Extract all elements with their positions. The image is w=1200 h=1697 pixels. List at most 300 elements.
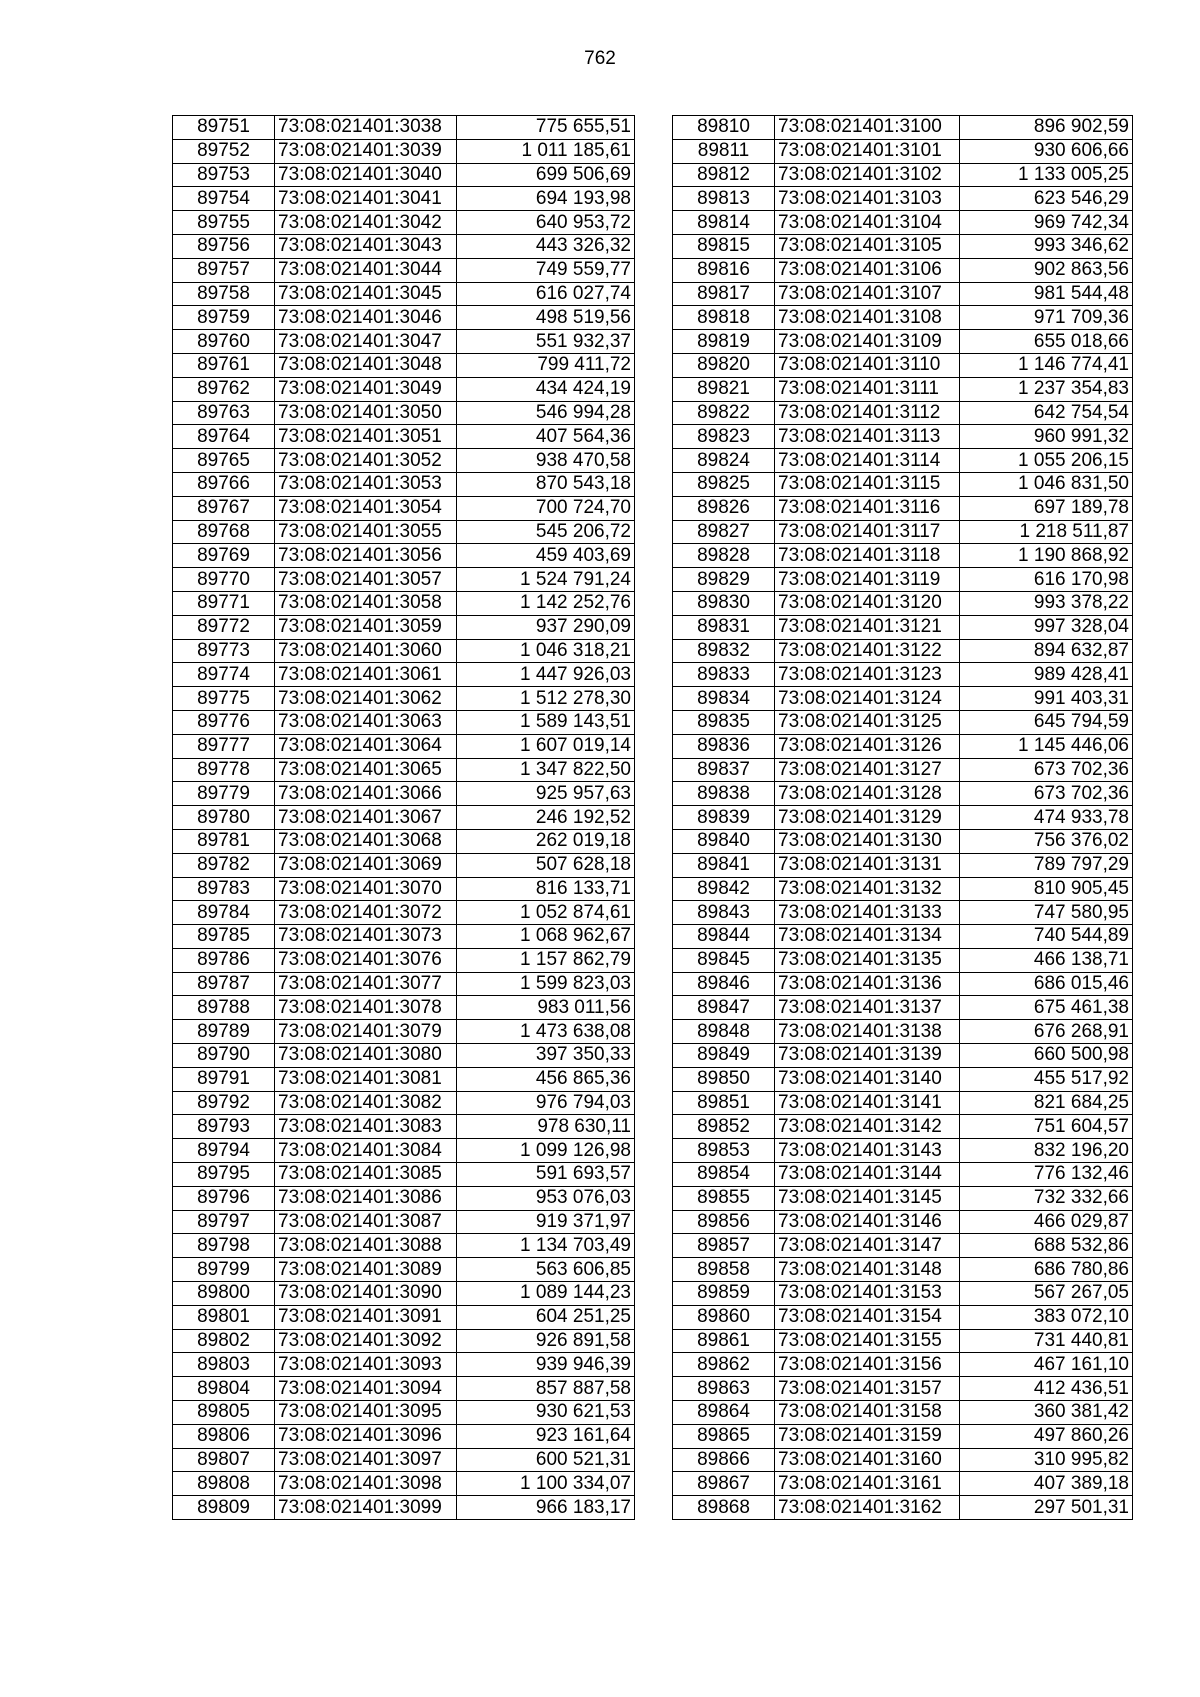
row-number-cell: 89837 [673, 758, 775, 782]
value-cell: 816 133,71 [457, 877, 635, 901]
cadastral-number-cell: 73:08:021401:3161 [775, 1472, 960, 1496]
cadastral-number-cell: 73:08:021401:3139 [775, 1044, 960, 1068]
row-number-cell: 89794 [173, 1139, 275, 1163]
value-cell: 700 724,70 [457, 496, 635, 520]
table-row [173, 1210, 635, 1234]
cadastral-number-cell: 73:08:021401:3126 [775, 734, 960, 758]
cadastral-number-cell: 73:08:021401:3143 [775, 1139, 960, 1163]
row-number-cell: 89840 [673, 829, 775, 853]
cadastral-number-cell: 73:08:021401:3124 [775, 687, 960, 711]
value-cell: 799 411,72 [457, 353, 635, 377]
row-number-cell: 89823 [673, 425, 775, 449]
cadastral-number-cell: 73:08:021401:3065 [275, 758, 457, 782]
table-row [673, 234, 1133, 258]
table-row [173, 1472, 635, 1496]
cadastral-number-cell: 73:08:021401:3112 [775, 401, 960, 425]
row-number-cell: 89793 [173, 1115, 275, 1139]
value-cell: 686 015,46 [960, 972, 1133, 996]
cadastral-number-cell: 73:08:021401:3085 [275, 1163, 457, 1187]
row-number-cell: 89769 [173, 544, 275, 568]
data-table-right [672, 115, 1133, 1520]
cadastral-number-cell: 73:08:021401:3146 [775, 1210, 960, 1234]
row-number-cell: 89784 [173, 901, 275, 925]
cadastral-number-cell: 73:08:021401:3094 [275, 1377, 457, 1401]
value-cell: 978 630,11 [457, 1115, 635, 1139]
table-row [173, 1139, 635, 1163]
table-row [173, 282, 635, 306]
table-row [173, 948, 635, 972]
value-cell: 591 693,57 [457, 1163, 635, 1187]
row-number-cell: 89855 [673, 1186, 775, 1210]
value-cell: 1 589 143,51 [457, 710, 635, 734]
row-number-cell: 89765 [173, 449, 275, 473]
table-row [173, 544, 635, 568]
cadastral-number-cell: 73:08:021401:3111 [775, 377, 960, 401]
table-row [173, 1329, 635, 1353]
row-number-cell: 89788 [173, 996, 275, 1020]
row-number-cell: 89780 [173, 806, 275, 830]
value-cell: 1 218 511,87 [960, 520, 1133, 544]
table-row [673, 496, 1133, 520]
value-cell: 310 995,82 [960, 1448, 1133, 1472]
row-number-cell: 89774 [173, 663, 275, 687]
row-number-cell: 89867 [673, 1472, 775, 1496]
table-row [173, 853, 635, 877]
row-number-cell: 89824 [673, 449, 775, 473]
cadastral-number-cell: 73:08:021401:3088 [275, 1234, 457, 1258]
value-cell: 810 905,45 [960, 877, 1133, 901]
cadastral-number-cell: 73:08:021401:3080 [275, 1044, 457, 1068]
cadastral-number-cell: 73:08:021401:3051 [275, 425, 457, 449]
cadastral-number-cell: 73:08:021401:3116 [775, 496, 960, 520]
row-number-cell: 89770 [173, 568, 275, 592]
cadastral-number-cell: 73:08:021401:3117 [775, 520, 960, 544]
cadastral-number-cell: 73:08:021401:3106 [775, 258, 960, 282]
value-cell: 466 029,87 [960, 1210, 1133, 1234]
value-cell: 960 991,32 [960, 425, 1133, 449]
table-row [173, 901, 635, 925]
value-cell: 894 632,87 [960, 639, 1133, 663]
table-row [673, 1067, 1133, 1091]
table-row [673, 1186, 1133, 1210]
value-cell: 1 052 874,61 [457, 901, 635, 925]
cadastral-number-cell: 73:08:021401:3045 [275, 282, 457, 306]
row-number-cell: 89839 [673, 806, 775, 830]
cadastral-number-cell: 73:08:021401:3110 [775, 353, 960, 377]
cadastral-number-cell: 73:08:021401:3099 [275, 1496, 457, 1520]
row-number-cell: 89820 [673, 353, 775, 377]
table-row [673, 663, 1133, 687]
table-row [673, 1401, 1133, 1425]
row-number-cell: 89787 [173, 972, 275, 996]
table-row [173, 1448, 635, 1472]
value-cell: 697 189,78 [960, 496, 1133, 520]
value-cell: 640 953,72 [457, 211, 635, 235]
value-cell: 966 183,17 [457, 1496, 635, 1520]
cadastral-number-cell: 73:08:021401:3107 [775, 282, 960, 306]
cadastral-number-cell: 73:08:021401:3079 [275, 1020, 457, 1044]
row-number-cell: 89808 [173, 1472, 275, 1496]
value-cell: 467 161,10 [960, 1353, 1133, 1377]
row-number-cell: 89799 [173, 1258, 275, 1282]
value-cell: 925 957,63 [457, 782, 635, 806]
row-number-cell: 89797 [173, 1210, 275, 1234]
cadastral-number-cell: 73:08:021401:3090 [275, 1282, 457, 1306]
value-cell: 623 546,29 [960, 187, 1133, 211]
table-row [673, 806, 1133, 830]
table-row [673, 591, 1133, 615]
row-number-cell: 89759 [173, 306, 275, 330]
cadastral-number-cell: 73:08:021401:3072 [275, 901, 457, 925]
row-number-cell: 89764 [173, 425, 275, 449]
cadastral-number-cell: 73:08:021401:3043 [275, 234, 457, 258]
row-number-cell: 89848 [673, 1020, 775, 1044]
row-number-cell: 89803 [173, 1353, 275, 1377]
row-number-cell: 89863 [673, 1377, 775, 1401]
cadastral-number-cell: 73:08:021401:3130 [775, 829, 960, 853]
table-row [673, 734, 1133, 758]
value-cell: 1 055 206,15 [960, 449, 1133, 473]
cadastral-number-cell: 73:08:021401:3127 [775, 758, 960, 782]
row-number-cell: 89860 [673, 1305, 775, 1329]
cadastral-number-cell: 73:08:021401:3148 [775, 1258, 960, 1282]
cadastral-number-cell: 73:08:021401:3082 [275, 1091, 457, 1115]
table-row [673, 972, 1133, 996]
value-cell: 407 389,18 [960, 1472, 1133, 1496]
value-cell: 434 424,19 [457, 377, 635, 401]
table-row [173, 1020, 635, 1044]
table-row [173, 734, 635, 758]
value-cell: 459 403,69 [457, 544, 635, 568]
value-cell: 246 192,52 [457, 806, 635, 830]
table-row [173, 211, 635, 235]
value-cell: 939 946,39 [457, 1353, 635, 1377]
row-number-cell: 89805 [173, 1401, 275, 1425]
cadastral-number-cell: 73:08:021401:3089 [275, 1258, 457, 1282]
value-cell: 789 797,29 [960, 853, 1133, 877]
cadastral-number-cell: 73:08:021401:3091 [275, 1305, 457, 1329]
row-number-cell: 89777 [173, 734, 275, 758]
row-number-cell: 89786 [173, 948, 275, 972]
value-cell: 642 754,54 [960, 401, 1133, 425]
value-cell: 546 994,28 [457, 401, 635, 425]
row-number-cell: 89866 [673, 1448, 775, 1472]
table-row [173, 496, 635, 520]
row-number-cell: 89851 [673, 1091, 775, 1115]
cadastral-number-cell: 73:08:021401:3131 [775, 853, 960, 877]
cadastral-number-cell: 73:08:021401:3044 [275, 258, 457, 282]
table-row [673, 377, 1133, 401]
cadastral-number-cell: 73:08:021401:3048 [275, 353, 457, 377]
cadastral-number-cell: 73:08:021401:3155 [775, 1329, 960, 1353]
row-number-cell: 89835 [673, 710, 775, 734]
value-cell: 1 134 703,49 [457, 1234, 635, 1258]
cadastral-number-cell: 73:08:021401:3073 [275, 925, 457, 949]
cadastral-number-cell: 73:08:021401:3129 [775, 806, 960, 830]
table-row [173, 1234, 635, 1258]
row-number-cell: 89751 [173, 116, 275, 140]
row-number-cell: 89832 [673, 639, 775, 663]
table-row [173, 568, 635, 592]
value-cell: 923 161,64 [457, 1424, 635, 1448]
cadastral-number-cell: 73:08:021401:3053 [275, 472, 457, 496]
table-row [673, 353, 1133, 377]
value-cell: 673 702,36 [960, 758, 1133, 782]
table-row [673, 1020, 1133, 1044]
cadastral-number-cell: 73:08:021401:3144 [775, 1163, 960, 1187]
value-cell: 981 544,48 [960, 282, 1133, 306]
table-row [173, 925, 635, 949]
value-cell: 971 709,36 [960, 306, 1133, 330]
cadastral-number-cell: 73:08:021401:3119 [775, 568, 960, 592]
row-number-cell: 89776 [173, 710, 275, 734]
table-row [673, 1163, 1133, 1187]
cadastral-number-cell: 73:08:021401:3040 [275, 163, 457, 187]
table-row [673, 853, 1133, 877]
table-row [673, 520, 1133, 544]
cadastral-number-cell: 73:08:021401:3064 [275, 734, 457, 758]
row-number-cell: 89767 [173, 496, 275, 520]
value-cell: 1 473 638,08 [457, 1020, 635, 1044]
row-number-cell: 89827 [673, 520, 775, 544]
cadastral-number-cell: 73:08:021401:3162 [775, 1496, 960, 1520]
table-row [173, 782, 635, 806]
table-row [673, 1044, 1133, 1068]
value-cell: 675 461,38 [960, 996, 1133, 1020]
cadastral-number-cell: 73:08:021401:3118 [775, 544, 960, 568]
cadastral-number-cell: 73:08:021401:3134 [775, 925, 960, 949]
cadastral-number-cell: 73:08:021401:3103 [775, 187, 960, 211]
row-number-cell: 89773 [173, 639, 275, 663]
value-cell: 993 346,62 [960, 234, 1133, 258]
row-number-cell: 89833 [673, 663, 775, 687]
cadastral-number-cell: 73:08:021401:3047 [275, 330, 457, 354]
value-cell: 600 521,31 [457, 1448, 635, 1472]
table-row [173, 687, 635, 711]
table-row [673, 330, 1133, 354]
row-number-cell: 89868 [673, 1496, 775, 1520]
value-cell: 919 371,97 [457, 1210, 635, 1234]
table-row [673, 925, 1133, 949]
cadastral-number-cell: 73:08:021401:3140 [775, 1067, 960, 1091]
table-row [673, 948, 1133, 972]
table-row [173, 591, 635, 615]
cadastral-number-cell: 73:08:021401:3058 [275, 591, 457, 615]
value-cell: 507 628,18 [457, 853, 635, 877]
value-cell: 498 519,56 [457, 306, 635, 330]
row-number-cell: 89865 [673, 1424, 775, 1448]
value-cell: 297 501,31 [960, 1496, 1133, 1520]
value-cell: 455 517,92 [960, 1067, 1133, 1091]
cadastral-number-cell: 73:08:021401:3141 [775, 1091, 960, 1115]
row-number-cell: 89795 [173, 1163, 275, 1187]
row-number-cell: 89772 [173, 615, 275, 639]
table-row [173, 1401, 635, 1425]
cadastral-number-cell: 73:08:021401:3125 [775, 710, 960, 734]
row-number-cell: 89853 [673, 1139, 775, 1163]
row-number-cell: 89761 [173, 353, 275, 377]
cadastral-number-cell: 73:08:021401:3078 [275, 996, 457, 1020]
cadastral-number-cell: 73:08:021401:3104 [775, 211, 960, 235]
cadastral-number-cell: 73:08:021401:3138 [775, 1020, 960, 1044]
table-row [173, 1115, 635, 1139]
value-cell: 1 145 446,06 [960, 734, 1133, 758]
row-number-cell: 89826 [673, 496, 775, 520]
row-number-cell: 89846 [673, 972, 775, 996]
cadastral-number-cell: 73:08:021401:3084 [275, 1139, 457, 1163]
row-number-cell: 89825 [673, 472, 775, 496]
table-row [173, 806, 635, 830]
row-number-cell: 89804 [173, 1377, 275, 1401]
table-row [673, 1448, 1133, 1472]
row-number-cell: 89852 [673, 1115, 775, 1139]
table-row [173, 1258, 635, 1282]
row-number-cell: 89790 [173, 1044, 275, 1068]
value-cell: 456 865,36 [457, 1067, 635, 1091]
row-number-cell: 89792 [173, 1091, 275, 1115]
value-cell: 732 332,66 [960, 1186, 1133, 1210]
row-number-cell: 89796 [173, 1186, 275, 1210]
row-number-cell: 89781 [173, 829, 275, 853]
value-cell: 686 780,86 [960, 1258, 1133, 1282]
row-number-cell: 89831 [673, 615, 775, 639]
cadastral-number-cell: 73:08:021401:3041 [275, 187, 457, 211]
table-row [673, 1496, 1133, 1520]
table-row [673, 1305, 1133, 1329]
value-cell: 930 621,53 [457, 1401, 635, 1425]
row-number-cell: 89818 [673, 306, 775, 330]
row-number-cell: 89766 [173, 472, 275, 496]
table-row [173, 1067, 635, 1091]
table-row [673, 139, 1133, 163]
value-cell: 466 138,71 [960, 948, 1133, 972]
cadastral-number-cell: 73:08:021401:3077 [275, 972, 457, 996]
value-cell: 1 524 791,24 [457, 568, 635, 592]
cadastral-number-cell: 73:08:021401:3052 [275, 449, 457, 473]
row-number-cell: 89841 [673, 853, 775, 877]
value-cell: 551 932,37 [457, 330, 635, 354]
value-cell: 756 376,02 [960, 829, 1133, 853]
cadastral-number-cell: 73:08:021401:3145 [775, 1186, 960, 1210]
value-cell: 1 512 278,30 [457, 687, 635, 711]
value-cell: 567 267,05 [960, 1282, 1133, 1306]
table-row [673, 1377, 1133, 1401]
row-number-cell: 89763 [173, 401, 275, 425]
value-cell: 747 580,95 [960, 901, 1133, 925]
cadastral-number-cell: 73:08:021401:3128 [775, 782, 960, 806]
cadastral-number-cell: 73:08:021401:3154 [775, 1305, 960, 1329]
value-cell: 660 500,98 [960, 1044, 1133, 1068]
row-number-cell: 89861 [673, 1329, 775, 1353]
value-cell: 563 606,85 [457, 1258, 635, 1282]
row-number-cell: 89798 [173, 1234, 275, 1258]
value-cell: 1 068 962,67 [457, 925, 635, 949]
row-number-cell: 89814 [673, 211, 775, 235]
row-number-cell: 89801 [173, 1305, 275, 1329]
row-number-cell: 89817 [673, 282, 775, 306]
table-row [173, 234, 635, 258]
table-row [673, 1472, 1133, 1496]
table-row [673, 710, 1133, 734]
row-number-cell: 89752 [173, 139, 275, 163]
value-cell: 412 436,51 [960, 1377, 1133, 1401]
table-row [173, 377, 635, 401]
cadastral-number-cell: 73:08:021401:3101 [775, 139, 960, 163]
data-table-left [172, 115, 635, 1520]
cadastral-number-cell: 73:08:021401:3108 [775, 306, 960, 330]
row-number-cell: 89754 [173, 187, 275, 211]
table-row [673, 687, 1133, 711]
cadastral-number-cell: 73:08:021401:3156 [775, 1353, 960, 1377]
row-number-cell: 89816 [673, 258, 775, 282]
row-number-cell: 89800 [173, 1282, 275, 1306]
row-number-cell: 89760 [173, 330, 275, 354]
value-cell: 676 268,91 [960, 1020, 1133, 1044]
value-cell: 902 863,56 [960, 258, 1133, 282]
cadastral-number-cell: 73:08:021401:3137 [775, 996, 960, 1020]
table-row [173, 353, 635, 377]
value-cell: 443 326,32 [457, 234, 635, 258]
table-row [173, 663, 635, 687]
cadastral-number-cell: 73:08:021401:3039 [275, 139, 457, 163]
table-row [173, 425, 635, 449]
value-cell: 1 157 862,79 [457, 948, 635, 972]
table-row [673, 1282, 1133, 1306]
value-cell: 1 599 823,03 [457, 972, 635, 996]
value-cell: 731 440,81 [960, 1329, 1133, 1353]
row-number-cell: 89783 [173, 877, 275, 901]
value-cell: 1 447 926,03 [457, 663, 635, 687]
table-row [673, 996, 1133, 1020]
cadastral-number-cell: 73:08:021401:3160 [775, 1448, 960, 1472]
value-cell: 969 742,34 [960, 211, 1133, 235]
row-number-cell: 89758 [173, 282, 275, 306]
row-number-cell: 89822 [673, 401, 775, 425]
value-cell: 673 702,36 [960, 782, 1133, 806]
table-row [173, 1091, 635, 1115]
value-cell: 896 902,59 [960, 116, 1133, 140]
cadastral-number-cell: 73:08:021401:3113 [775, 425, 960, 449]
row-number-cell: 89845 [673, 948, 775, 972]
row-number-cell: 89810 [673, 116, 775, 140]
cadastral-number-cell: 73:08:021401:3136 [775, 972, 960, 996]
row-number-cell: 89809 [173, 1496, 275, 1520]
row-number-cell: 89806 [173, 1424, 275, 1448]
row-number-cell: 89843 [673, 901, 775, 925]
cadastral-number-cell: 73:08:021401:3147 [775, 1234, 960, 1258]
row-number-cell: 89854 [673, 1163, 775, 1187]
cadastral-number-cell: 73:08:021401:3066 [275, 782, 457, 806]
row-number-cell: 89829 [673, 568, 775, 592]
value-cell: 870 543,18 [457, 472, 635, 496]
cadastral-number-cell: 73:08:021401:3096 [275, 1424, 457, 1448]
row-number-cell: 89755 [173, 211, 275, 235]
value-cell: 397 350,33 [457, 1044, 635, 1068]
cadastral-number-cell: 73:08:021401:3068 [275, 829, 457, 853]
row-number-cell: 89779 [173, 782, 275, 806]
table-row [173, 258, 635, 282]
cadastral-number-cell: 73:08:021401:3102 [775, 163, 960, 187]
value-cell: 262 019,18 [457, 829, 635, 853]
table-row [673, 782, 1133, 806]
table-row [673, 1424, 1133, 1448]
row-number-cell: 89802 [173, 1329, 275, 1353]
cadastral-number-cell: 73:08:021401:3158 [775, 1401, 960, 1425]
value-cell: 1 099 126,98 [457, 1139, 635, 1163]
table-row [673, 258, 1133, 282]
table-row [673, 116, 1133, 140]
table-row [173, 1496, 635, 1520]
